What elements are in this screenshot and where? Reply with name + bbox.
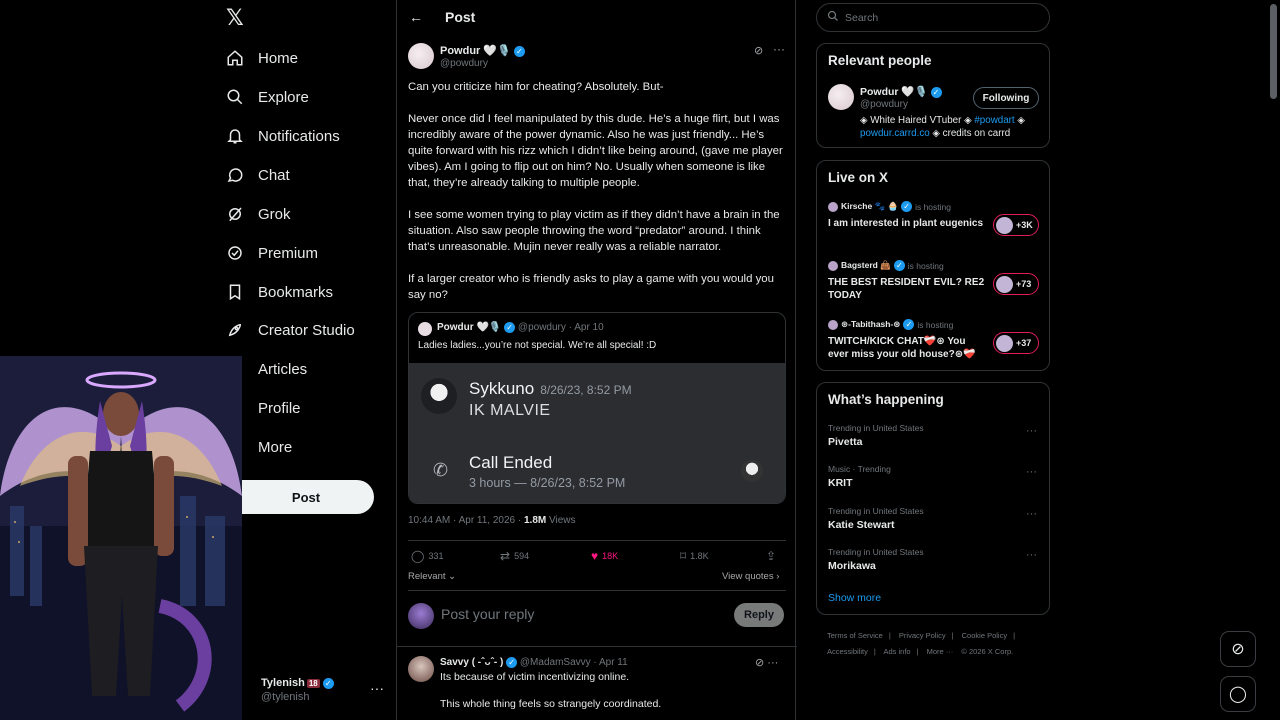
verified-icon: ✓: [506, 657, 517, 668]
nav-creator-studio[interactable]: [226, 315, 355, 345]
bookmark-icon: [226, 283, 244, 301]
post-button[interactable]: Post: [218, 480, 374, 514]
reply-action[interactable]: [411, 549, 443, 563]
discord-call-title: Call Ended: [469, 453, 553, 472]
search-placeholder: Search: [845, 11, 879, 24]
reply-input[interactable]: Post your reply: [441, 606, 535, 622]
phone-icon: ✆: [433, 460, 449, 480]
footer-link[interactable]: Cookie Policy: [961, 631, 1008, 640]
trend-topic: Morikawa: [828, 560, 876, 572]
grok-icon: [226, 205, 244, 223]
chat-float-button[interactable]: [1220, 676, 1256, 712]
tweet-author-handle[interactable]: @powdury: [440, 58, 488, 69]
footer-link[interactable]: More ···: [926, 647, 954, 656]
relevant-person-avatar[interactable]: [828, 84, 854, 110]
overlay-artwork-image: [0, 356, 242, 720]
nav-explore[interactable]: [226, 82, 309, 112]
nav-bookmarks[interactable]: [226, 277, 333, 307]
grok-float-button[interactable]: [1220, 631, 1256, 667]
views-count: 1.8M: [524, 515, 547, 526]
nav-creator-studio-label: Creator Studio: [258, 321, 355, 339]
footer-link[interactable]: Accessibility: [827, 647, 868, 656]
nav-explore-label: Explore: [258, 88, 309, 106]
home-icon: [226, 49, 244, 67]
tweet-avatar[interactable]: [408, 43, 434, 69]
share-icon: ⇪: [766, 549, 777, 563]
repost-icon: ⇄: [500, 549, 511, 563]
verified-icon: ✓: [901, 201, 912, 212]
footer-link[interactable]: Ads info: [883, 647, 911, 656]
nav-premium[interactable]: [226, 238, 318, 268]
heart-icon: ♥: [591, 549, 599, 563]
nav-grok-label: Grok: [258, 205, 291, 223]
search-icon: [827, 10, 839, 25]
view-quotes-link[interactable]: View quotes ›: [722, 571, 780, 582]
divider: [408, 540, 786, 541]
nav-home[interactable]: [226, 43, 298, 73]
nav-grok[interactable]: [226, 199, 291, 229]
nav-chat-label: Chat: [258, 166, 290, 184]
footer-link[interactable]: Terms of Service: [827, 631, 883, 640]
live-item[interactable]: [828, 201, 1040, 230]
grok-icon: ⊘: [1231, 641, 1245, 658]
host-avatar: [828, 202, 838, 212]
reply-box-avatar: [408, 603, 434, 629]
trend-more-icon[interactable]: ···: [1026, 466, 1037, 478]
nav-more-label: More: [258, 438, 293, 456]
tweet-timestamp: 10:44 AM · Apr 11, 2026 · 1.8M Views: [408, 515, 576, 526]
footer-links: [827, 628, 1052, 660]
discord-username: Sykkuno 8/26/23, 8:52 PM: [469, 379, 632, 398]
verified-icon: ✓: [504, 322, 515, 333]
grok-icon[interactable]: ⊘: [755, 657, 765, 669]
trend-item[interactable]: [828, 506, 1040, 531]
footer-link[interactable]: Privacy Policy: [898, 631, 946, 640]
premium-icon: [226, 244, 244, 262]
left-nav: [218, 0, 396, 720]
like-count: 18K: [602, 551, 619, 561]
trend-more-icon[interactable]: ···: [1026, 425, 1037, 437]
tweet-text: [408, 79, 788, 319]
bookmark-count: 1.8K: [690, 551, 709, 561]
chat-icon: ◯: [1229, 686, 1247, 703]
trend-context: Trending in United States: [828, 506, 924, 516]
live-title: Live on X: [828, 170, 889, 185]
verified-icon: ✓: [903, 319, 914, 330]
chat-icon: [226, 166, 244, 184]
account-name: Tylenish 18 ✓: [261, 677, 334, 689]
live-listeners-badge[interactable]: +3K: [993, 214, 1039, 236]
views-label: Views: [549, 515, 576, 526]
divider: [397, 646, 797, 647]
reply-text-line: Its because of victim incentivizing online.: [440, 671, 630, 683]
back-arrow-icon[interactable]: ←: [409, 9, 423, 25]
live-space-title: THE BEST RESIDENT EVIL? RE2 TODAY: [828, 277, 985, 301]
footer-separator: |: [916, 647, 919, 656]
relevant-person-name[interactable]: Powdur 🤍🎙️ ✓: [860, 85, 942, 98]
verified-icon: ✓: [931, 87, 942, 98]
account-more-icon[interactable]: ···: [370, 680, 384, 696]
footer-separator: |: [951, 631, 954, 640]
discord-screenshot-image: [409, 363, 786, 504]
tweet-paragraph: Never once did I feel manipulated by this dude. He’s a huge flirt, but I was incredibly aware of the power dynamic. Also he was just friendly... He’s quite forward with his rizz which I didn’t like being around, (gave me player vibes). Am I going to flip out on him? No. Usually when someone is like that, they’re already talking to multiple people.: [408, 113, 783, 189]
whats-happening-card: [816, 382, 1050, 615]
live-on-x-card: [816, 160, 1050, 371]
scrollbar[interactable]: [1270, 4, 1277, 99]
host-avatar: [828, 261, 838, 271]
more-options-icon[interactable]: ···: [773, 42, 785, 56]
discord-avatar: [421, 378, 457, 414]
bell-icon: [226, 127, 244, 145]
reply-meta: @MadamSavvy · Apr 11: [519, 657, 628, 669]
trend-topic: Katie Stewart: [828, 519, 895, 531]
quote-text: Ladies ladies...you’re not special. We’re all special! :D: [418, 340, 657, 351]
sort-relevant-dropdown[interactable]: Relevant ⌄: [408, 571, 457, 582]
bookmark-action[interactable]: [680, 549, 709, 563]
verified-icon: ✓: [894, 260, 905, 271]
bio-website-link[interactable]: powdur.carrd.co: [860, 128, 930, 139]
live-host: Kirsche 🐾 🧁 ✓ is hosting: [828, 201, 1040, 212]
footer-separator: |: [888, 631, 891, 640]
reply-count: 331: [428, 551, 444, 561]
share-action[interactable]: [766, 549, 776, 563]
live-listeners-badge[interactable]: +37: [993, 332, 1039, 354]
age-badge: 18: [308, 679, 318, 688]
listener-avatar: [996, 217, 1013, 234]
trend-topic: KRIT: [828, 477, 853, 489]
trend-context: Trending in United States: [828, 547, 924, 557]
quoted-post[interactable]: [408, 312, 786, 504]
trend-context: Music · Trending: [828, 464, 891, 474]
listener-avatar: [996, 335, 1013, 352]
footer-separator: |: [873, 647, 876, 656]
live-host: Bagsterd 👜 ✓ is hosting: [828, 260, 1040, 271]
live-space-title: TWITCH/KICK CHAT❤️‍🩹⊛ You ever miss your old house?⊛❤️‍🩹: [828, 336, 976, 360]
tweet-paragraph: Can you criticize him for cheating? Absolutely. But-: [408, 81, 664, 93]
trend-more-icon[interactable]: ···: [1026, 549, 1037, 561]
discord-call-subtitle: 3 hours — 8/26/23, 8:52 PM: [469, 476, 626, 490]
page-title: Post: [445, 9, 476, 25]
discord-message: IK MALVIE: [469, 402, 551, 419]
trend-context: Trending in United States: [828, 423, 924, 433]
grok-icon[interactable]: ⊘: [754, 45, 764, 57]
live-host: ⊛-Tabithash-⊛ ✓ is hosting: [828, 319, 1040, 330]
bio-hashtag-link[interactable]: #powdart: [974, 115, 1015, 126]
nav-notifications[interactable]: [226, 121, 340, 151]
nav-articles-label: Articles: [258, 360, 308, 378]
trend-item[interactable]: [828, 423, 1040, 448]
more-options-icon[interactable]: ···: [767, 657, 779, 669]
live-listeners-badge[interactable]: +73: [993, 273, 1039, 295]
tweet-paragraph: I see some women trying to play victim as if they didn’t have a brain in the situation. Also saw people throwing the word “predator” around. I think that’s unreasonable. Mujin never really was a reliable narrator.: [408, 209, 780, 253]
nav-bookmarks-label: Bookmarks: [258, 283, 334, 301]
following-button[interactable]: Following: [973, 87, 1039, 109]
show-more-link[interactable]: Show more: [828, 592, 882, 604]
quote-avatar: [418, 322, 432, 336]
reply-button[interactable]: Reply: [734, 603, 784, 627]
footer-separator: |: [1013, 631, 1016, 640]
reply-options[interactable]: [755, 656, 778, 669]
host-avatar: [828, 320, 838, 330]
search-input[interactable]: [816, 3, 1050, 32]
tweet-actions: [408, 549, 786, 563]
trend-topic: Pivetta: [828, 436, 863, 448]
rocket-icon: [226, 321, 244, 339]
reply-author-name[interactable]: Savvy ( -ˆᴗˆ- ): [440, 657, 504, 669]
relevant-person-handle[interactable]: @powdury: [860, 99, 908, 110]
like-action[interactable]: [591, 549, 618, 563]
account-switcher[interactable]: [218, 674, 388, 708]
live-space-title: I am interested in plant eugenics: [828, 218, 984, 229]
whats-happening-title: What’s happening: [828, 392, 944, 407]
relevant-person-bio: ◈ White Haired VTuber ◈ #powdart ◈ powdur.carrd.co ◈ credits on carrd: [860, 115, 1025, 139]
trend-item[interactable]: [828, 547, 1040, 572]
reply-text-line: This whole thing feels so strangely coordinated.: [440, 698, 662, 710]
account-handle: @tylenish: [261, 691, 310, 703]
x-logo-icon[interactable]: 𝕏: [226, 5, 244, 30]
live-item[interactable]: [828, 319, 1040, 361]
bookmark-icon: ⌑: [680, 549, 687, 563]
nav-notifications-label: Notifications: [258, 127, 340, 145]
trend-more-icon[interactable]: ···: [1026, 508, 1037, 520]
quote-header: [437, 322, 604, 333]
reply-header: [440, 657, 628, 668]
relevant-people-title: Relevant people: [828, 53, 932, 68]
discord-date: 8/26/23, 8:52 PM: [540, 383, 632, 397]
main-column: [396, 0, 796, 720]
verified-icon: ✓: [323, 678, 334, 689]
copyright: © 2026 X Corp.: [961, 647, 1014, 656]
repost-action[interactable]: [500, 549, 529, 563]
nav-chat[interactable]: [226, 160, 290, 190]
reply-icon: ◯: [411, 549, 425, 563]
search-icon: [226, 88, 244, 106]
nav-premium-label: Premium: [258, 244, 319, 262]
reply-avatar[interactable]: [408, 656, 434, 682]
trend-item[interactable]: [828, 464, 1040, 489]
nav-home-label: Home: [258, 49, 299, 67]
discord-mini-avatar: [741, 460, 763, 482]
relevant-people-card: [816, 43, 1050, 148]
tweet-paragraph: If a larger creator who is friendly asks to play a game with you would you say no?: [408, 273, 774, 301]
verified-icon: ✓: [514, 46, 525, 57]
post-header: [397, 0, 797, 36]
quote-author-name: Powdur 🤍🎙️: [437, 322, 502, 334]
nav-profile-label: Profile: [258, 399, 301, 417]
listener-avatar: [996, 276, 1013, 293]
quote-meta: @powdury · Apr 10: [517, 322, 604, 334]
live-item[interactable]: [828, 260, 1040, 302]
tweet-author-name[interactable]: Powdur 🤍🎙️ ✓: [440, 44, 525, 57]
divider: [408, 590, 786, 591]
repost-count: 594: [514, 551, 530, 561]
